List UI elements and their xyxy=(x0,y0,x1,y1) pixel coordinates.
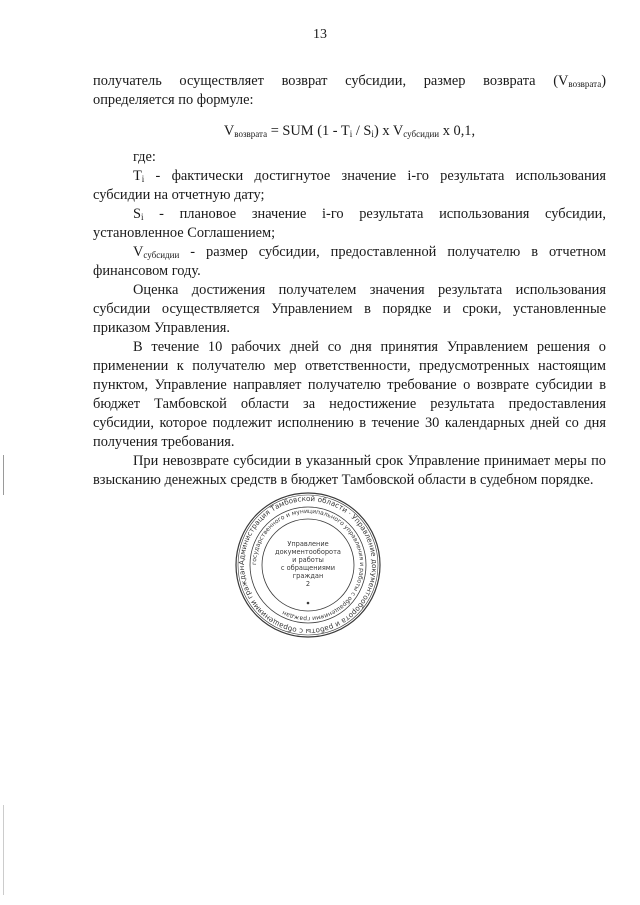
definition-s: $S_i$ - плановое значение i-го результата использования субсидии, установленное Соглашением; xyxy=(93,206,606,241)
formula: $V_{возврата}$ = SUM $(1 - T_i / S_i)$ x $V_{субсидии}$ x 0,1, xyxy=(223,123,476,139)
paragraph-deadline: В течение 10 рабочих дней со дня принятия Управлением решения о применении к получателю мер ответственности, предусмотренных настоящим пунктом, Управление направляет получателю требование о возврате субсидии в бюджет Тамбовской области за недостижение результата предоставления субсидии, которое подлежит исполнению в течение 30 календарных дней со дня получения требования. xyxy=(93,339,606,450)
paragraph-assessment: Оценка достижения получателем значения результата использования субсидии осуществляется Управлением в порядке и сроки, установленные приказом Управления. xyxy=(93,282,606,336)
seal-inner-text: государственного и муниципального управления и работы с обращениями граждан xyxy=(250,507,366,623)
seal-dot xyxy=(307,602,310,605)
seal-center-line: Управление xyxy=(287,540,329,548)
seal-graphic xyxy=(233,490,383,640)
scan-edge-mark xyxy=(3,805,4,895)
definition-v: $V_{субсидии}$ - размер субсидии, предоставленной получателю в отчетном финансовом году. xyxy=(93,244,606,279)
paragraph-return: получатель осуществляет возврат субсидии, размер возврата $(V_{возврата})$ определяется по формуле: xyxy=(93,73,606,108)
definition-t: $T_i$ - фактически достигнутое значение i-го результата использования субсидии на отчетную дату; xyxy=(93,168,606,203)
page-number: 13 xyxy=(313,27,327,42)
scan-edge-mark xyxy=(3,455,4,495)
seal-center-line: граждан xyxy=(292,572,324,580)
document-body xyxy=(93,72,606,490)
seal-center-text xyxy=(275,540,341,588)
where-label: где: xyxy=(133,149,156,165)
paragraph-nonreturn: При невозврате субсидии в указанный срок Управление принимает меры по взысканию денежных средств в бюджет Тамбовской области в судебном порядке. xyxy=(93,453,606,488)
seal-center-line: с обращениями xyxy=(280,564,336,572)
seal-outer-text: Администрация Тамбовской области · Управление документооборота и работы с обращениями граждан xyxy=(236,493,380,637)
seal-center-line: и работы xyxy=(292,556,324,564)
official-seal xyxy=(233,490,383,640)
seal-center-line: документооборота xyxy=(275,548,341,556)
seal-center-line: 2 xyxy=(305,580,311,588)
